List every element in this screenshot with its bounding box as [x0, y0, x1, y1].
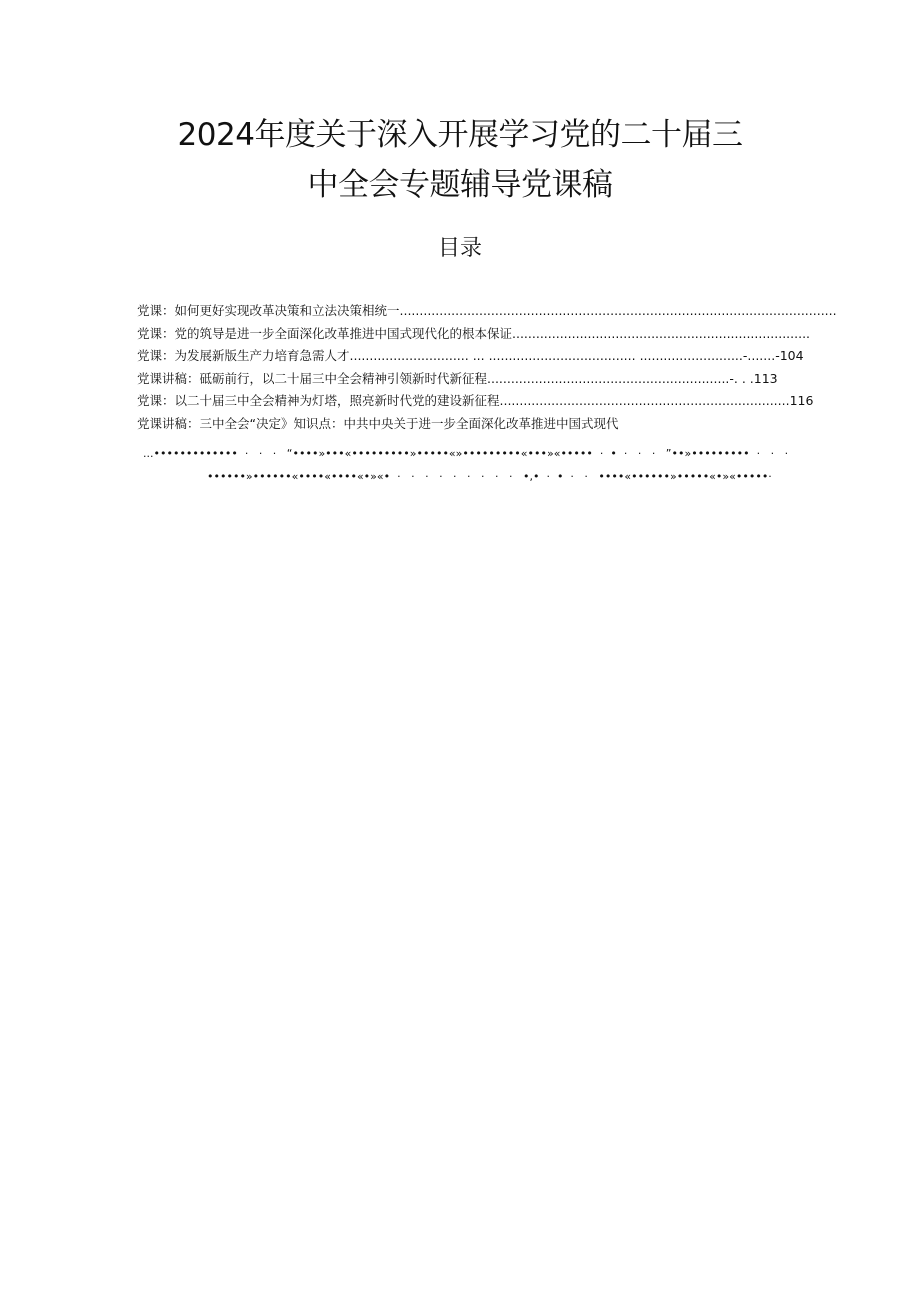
toc-entry-leader: ........................................................................... [512, 325, 811, 341]
toc-entry[interactable] [137, 300, 837, 323]
document-title-line-2: 中全会专题辅导党课稿 [307, 167, 613, 203]
toc-continuation-line-1: ...••••••••••••• · · · “••••»•••«•••••••••»•••••«»•••••••••«•••»«••••• · • · · · ”••»••••••••• · · · [143, 447, 789, 460]
document-title-line-1: 2024年度关于深入开展学习党的二十届三 [177, 117, 743, 153]
toc-entry-title: 党课讲稿：三中全会“决定》知识点：中共中央关于进一步全面深化改革推进中国式现代 [137, 415, 619, 431]
toc-entry-leader: .............................................................-. . . [487, 370, 754, 386]
toc-heading: 目录 [437, 236, 482, 261]
toc-continuation-line-2: ••••••»••••••«••••«••••«•»«• · · · · · · · · · •,• · • · · ••••«••••••»•••••«•»«•••••· [207, 470, 772, 483]
toc-entry[interactable] [137, 368, 777, 391]
toc-entry-page: 113 [753, 370, 778, 386]
toc-entry-title: 党课讲稿：砥砺前行，以二十届三中全会精神引领新时代新征程 [137, 370, 488, 386]
toc-entry-page: 116 [789, 393, 814, 408]
toc-entry[interactable] [137, 345, 804, 368]
toc-entry-title: 党课：以二十届三中全会精神为灯塔，照亮新时代党的建设新征程 [137, 393, 500, 408]
toc-entry-title: 党课：党的筑导是进一步全面深化改革推进中国式现代化的根本保证 [137, 325, 513, 341]
toc-entry[interactable] [137, 413, 777, 436]
toc-entry-title: 党课：如何更好实现改革决策和立法决策相统一 [137, 303, 400, 318]
toc-entry-leader: .............................................................................................................. [399, 303, 837, 318]
toc-entry[interactable] [137, 390, 814, 413]
toc-entry[interactable] [137, 323, 811, 346]
toc-entry-leader: .............................. ... ..................................... ..........................-....... [349, 348, 776, 363]
toc-entry-leader: ......................................................................... [499, 393, 790, 408]
toc-entry-title: 党课：为发展新版生产力培育急需人才 [137, 348, 350, 363]
table-of-contents [137, 300, 837, 435]
toc-entry-page: -104 [775, 348, 804, 363]
